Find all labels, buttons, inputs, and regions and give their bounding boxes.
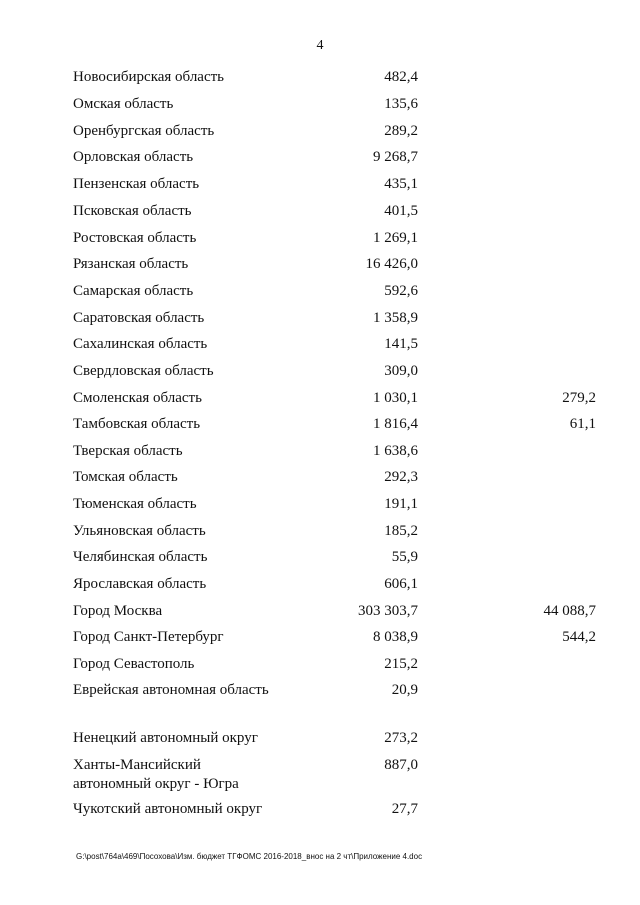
value-column-1: 292,3 — [384, 469, 418, 485]
value-column-2: 61,1 — [569, 416, 596, 432]
table-row — [0, 800, 640, 838]
table-row — [0, 442, 640, 461]
region-name: Смоленская область — [73, 390, 202, 406]
region-name: Ростовская область — [73, 230, 197, 246]
region-name: Ульяновская область — [73, 523, 206, 539]
value-column-1: 185,2 — [384, 523, 418, 539]
region-name: Тюменская область — [73, 496, 197, 512]
value-column-1: 9 268,7 — [373, 149, 418, 165]
table-row — [0, 335, 640, 354]
value-column-1: 141,5 — [384, 336, 418, 352]
value-column-1: 191,1 — [384, 496, 418, 512]
region-name: Тверская область — [73, 443, 183, 459]
value-column-1: 215,2 — [384, 656, 418, 672]
value-column-1: 8 038,9 — [373, 629, 418, 645]
value-column-1: 1 269,1 — [373, 230, 418, 246]
table-row — [0, 729, 640, 748]
region-name: Город Санкт-Петербург — [73, 629, 224, 645]
value-column-1: 1 030,1 — [373, 390, 418, 406]
value-column-2: 44 088,7 — [543, 603, 596, 619]
table-row — [0, 575, 640, 594]
region-name: Челябинская область — [73, 549, 208, 565]
table-row — [0, 309, 640, 328]
table-row — [0, 602, 640, 621]
value-column-1: 1 816,4 — [373, 416, 418, 432]
region-name: Омская область — [73, 96, 174, 112]
value-column-1: 55,9 — [391, 549, 418, 565]
value-column-1: 303 303,7 — [358, 603, 418, 619]
table-row — [0, 148, 640, 167]
table-row — [0, 68, 640, 87]
value-column-1: 606,1 — [384, 576, 418, 592]
value-column-1: 135,6 — [384, 96, 418, 112]
region-name: Свердловская область — [73, 363, 214, 379]
region-name: Орловская область — [73, 149, 194, 165]
table-row — [0, 415, 640, 434]
region-name: Ненецкий автономный округ — [73, 730, 258, 746]
table-row — [0, 95, 640, 114]
value-column-1: 1 358,9 — [373, 310, 418, 326]
value-column-1: 435,1 — [384, 176, 418, 192]
table-row — [0, 548, 640, 567]
region-name: Еврейская автономная область — [73, 682, 269, 698]
table-row — [0, 255, 640, 274]
region-name: Чукотский автономный округ — [73, 801, 263, 817]
table-row — [0, 628, 640, 647]
region-name: Саратовская область — [73, 310, 205, 326]
table-row — [0, 175, 640, 194]
region-name: Ярославская область — [73, 576, 207, 592]
table-row — [0, 362, 640, 381]
value-column-1: 16 426,0 — [365, 256, 418, 272]
value-column-2: 279,2 — [562, 390, 596, 406]
table-row — [0, 229, 640, 248]
table-row — [0, 282, 640, 301]
region-name: Томская область — [73, 469, 178, 485]
value-column-1: 1 638,6 — [373, 443, 418, 459]
value-column-1: 289,2 — [384, 123, 418, 139]
region-name: Рязанская область — [73, 256, 189, 272]
table-row — [0, 389, 640, 408]
table-row — [0, 756, 640, 794]
table-row — [0, 681, 640, 719]
region-name: Город Севастополь — [73, 656, 195, 672]
region-name: Город Москва — [73, 603, 163, 619]
table-row — [0, 522, 640, 541]
value-column-1: 592,6 — [384, 283, 418, 299]
region-name: Новосибирская область — [73, 69, 225, 85]
page-number: 4 — [316, 38, 324, 53]
value-column-2: 544,2 — [562, 629, 596, 645]
region-name: Оренбургская область — [73, 123, 215, 139]
region-name: Псковская область — [73, 203, 192, 219]
region-name: Сахалинская область — [73, 336, 208, 352]
table-row — [0, 202, 640, 221]
region-name: Пензенская область — [73, 176, 200, 192]
table-row — [0, 122, 640, 141]
value-column-1: 273,2 — [384, 730, 418, 746]
value-column-1: 887,0 — [384, 757, 418, 773]
region-name: Самарская область — [73, 283, 194, 299]
region-name: Ханты-Мансийский автономный округ - Югра — [73, 757, 239, 792]
footer-file-path: G:\post\764а\469\Посохова\Изм. бюджет ТГФОМС 2016-2018_внос на 2 чт\Приложение 4.doc — [76, 852, 423, 861]
table-row — [0, 655, 640, 674]
region-name: Тамбовская область — [73, 416, 201, 432]
value-column-1: 401,5 — [384, 203, 418, 219]
value-column-1: 20,9 — [391, 682, 418, 698]
value-column-1: 482,4 — [384, 69, 418, 85]
value-column-1: 309,0 — [384, 363, 418, 379]
table-row — [0, 468, 640, 487]
table-row — [0, 495, 640, 514]
value-column-1: 27,7 — [391, 801, 418, 817]
